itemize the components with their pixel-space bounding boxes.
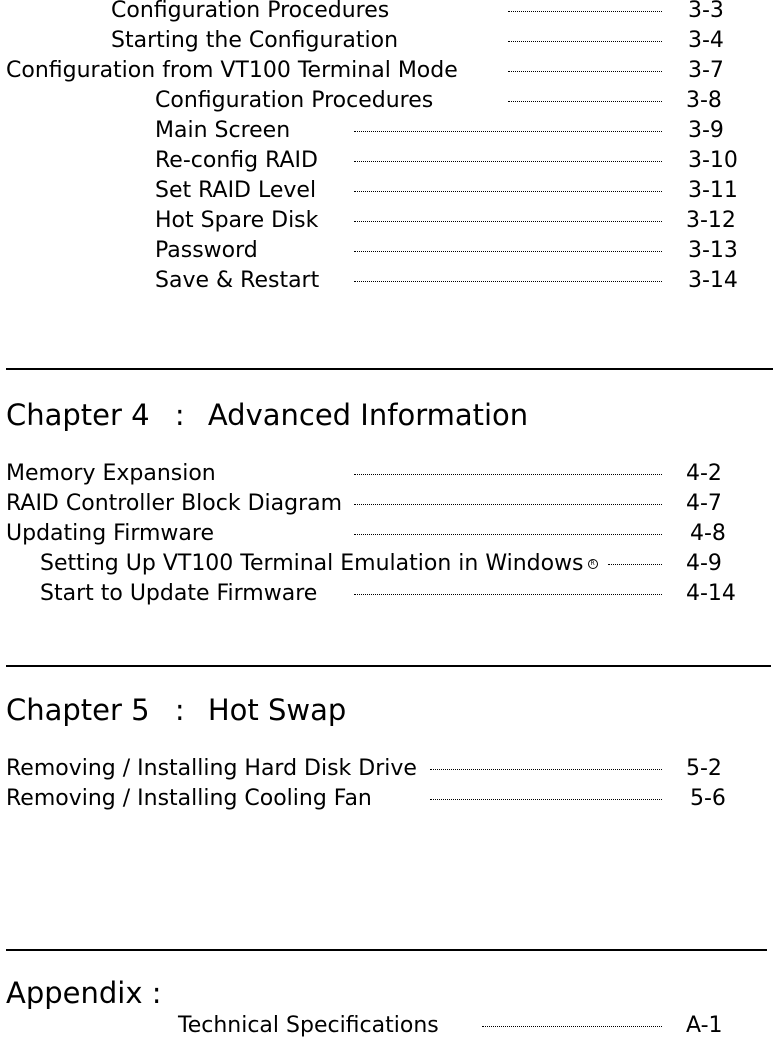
toc-leader-dots	[354, 504, 662, 505]
toc-leader-dots	[354, 534, 662, 535]
toc-entry-title: Password	[155, 238, 258, 263]
toc-leader-dots	[430, 769, 662, 770]
toc-entry-title: Configuration from VT100 Terminal Mode	[6, 58, 458, 83]
toc-entry[interactable]	[0, 86, 773, 116]
toc-entry[interactable]	[0, 754, 773, 784]
toc-entry-title: Updating Firmware	[6, 521, 214, 546]
chapter-5-heading	[6, 692, 346, 728]
toc-entry-page: 4-8	[690, 521, 726, 546]
toc-entry-page: 5-2	[686, 756, 722, 781]
toc-leader-dots	[354, 191, 662, 192]
toc-entry-title	[40, 549, 598, 579]
toc-entry[interactable]	[0, 0, 773, 26]
toc-entry[interactable]	[0, 266, 773, 296]
chapter-number: Chapter 5	[6, 693, 150, 727]
toc-leader-dots	[354, 594, 662, 595]
toc-entry[interactable]	[0, 176, 773, 206]
toc-entry[interactable]	[0, 519, 773, 549]
toc-entry[interactable]	[0, 549, 773, 579]
toc-entry-title: Removing / Installing Cooling Fan	[6, 786, 372, 811]
toc-entry-page: 4-14	[686, 581, 736, 606]
section-divider	[6, 665, 771, 667]
toc-entry-title: Memory Expansion	[6, 461, 216, 486]
toc-entry-page: 3-3	[688, 0, 724, 23]
toc-leader-dots	[354, 474, 662, 475]
toc-entry[interactable]	[0, 579, 773, 609]
toc-leader-dots	[354, 161, 662, 162]
toc-entry-page: 3-10	[688, 148, 738, 173]
section-divider	[6, 368, 773, 370]
toc-entry-title: Configuration Procedures	[155, 88, 434, 113]
toc-entry-page: 4-2	[686, 461, 722, 486]
toc-entry-title: Start to Update Firmware	[40, 581, 318, 606]
toc-entry[interactable]	[0, 116, 773, 146]
toc-entry-title: Main Screen	[155, 118, 291, 143]
toc-entry-page: 5-6	[690, 786, 726, 811]
toc-entry[interactable]	[0, 26, 773, 56]
toc-entry-title: Removing / Installing Hard Disk Drive	[6, 756, 417, 781]
toc-leader-dots	[354, 251, 662, 252]
toc-entry-page: 3-8	[686, 88, 722, 113]
toc-leader-dots	[508, 71, 662, 72]
toc-entry-page: 3-4	[688, 28, 724, 53]
toc-leader-dots	[354, 281, 662, 282]
toc-entry-title: Re-config RAID	[155, 148, 318, 173]
toc-leader-dots	[508, 11, 662, 12]
appendix-heading: Appendix :	[6, 976, 162, 1010]
chapter-separator: :	[174, 693, 185, 727]
toc-entry[interactable]	[0, 459, 773, 489]
toc-leader-dots	[508, 41, 662, 42]
toc-entry[interactable]	[0, 236, 773, 266]
toc-entry-page: 3-12	[686, 208, 736, 233]
toc-leader-dots	[508, 101, 662, 102]
toc-entry-title: Configuration Procedures	[111, 0, 390, 23]
toc-entry[interactable]	[0, 1011, 773, 1041]
toc-entry-title: Hot Spare Disk	[155, 208, 319, 233]
toc-leader-dots	[354, 221, 662, 222]
registered-trademark-icon: R	[588, 559, 598, 569]
toc-entry-title: Set RAID Level	[155, 178, 317, 203]
toc-entry-title: RAID Controller Block Diagram	[6, 491, 343, 516]
chapter-separator: :	[174, 398, 185, 432]
chapter-number: Chapter 4	[6, 398, 150, 432]
toc-entry-page: 3-9	[688, 118, 724, 143]
toc-entry-title: Starting the Configuration	[111, 28, 399, 53]
toc-leader-dots	[354, 131, 662, 132]
toc-entry-page: 4-7	[686, 491, 722, 516]
toc-entry[interactable]	[0, 56, 773, 86]
toc-entry-page: 3-14	[688, 268, 738, 293]
toc-entry-page: 3-7	[688, 58, 724, 83]
toc-entry[interactable]	[0, 206, 773, 236]
toc-entry-page: 3-11	[688, 178, 738, 203]
chapter-4-heading	[6, 397, 528, 433]
toc-entry-title: Technical Specifications	[178, 1013, 439, 1038]
toc-entry-title-text: Setting Up VT100 Terminal Emulation in Windows	[40, 551, 584, 576]
toc-entry-page: 4-9	[686, 551, 722, 576]
toc-entry-title: Save & Restart	[155, 268, 320, 293]
toc-leader-dots	[430, 799, 662, 800]
toc-entry[interactable]	[0, 489, 773, 519]
toc-entry-page: A-1	[686, 1013, 723, 1038]
toc-entry[interactable]	[0, 784, 773, 814]
chapter-title: Advanced Information	[207, 398, 529, 432]
toc-leader-dots	[482, 1026, 662, 1027]
toc-leader-dots	[608, 564, 662, 565]
toc-entry[interactable]	[0, 146, 773, 176]
chapter-title: Hot Swap	[207, 693, 347, 727]
toc-entry-page: 3-13	[688, 238, 738, 263]
section-divider	[6, 949, 767, 951]
